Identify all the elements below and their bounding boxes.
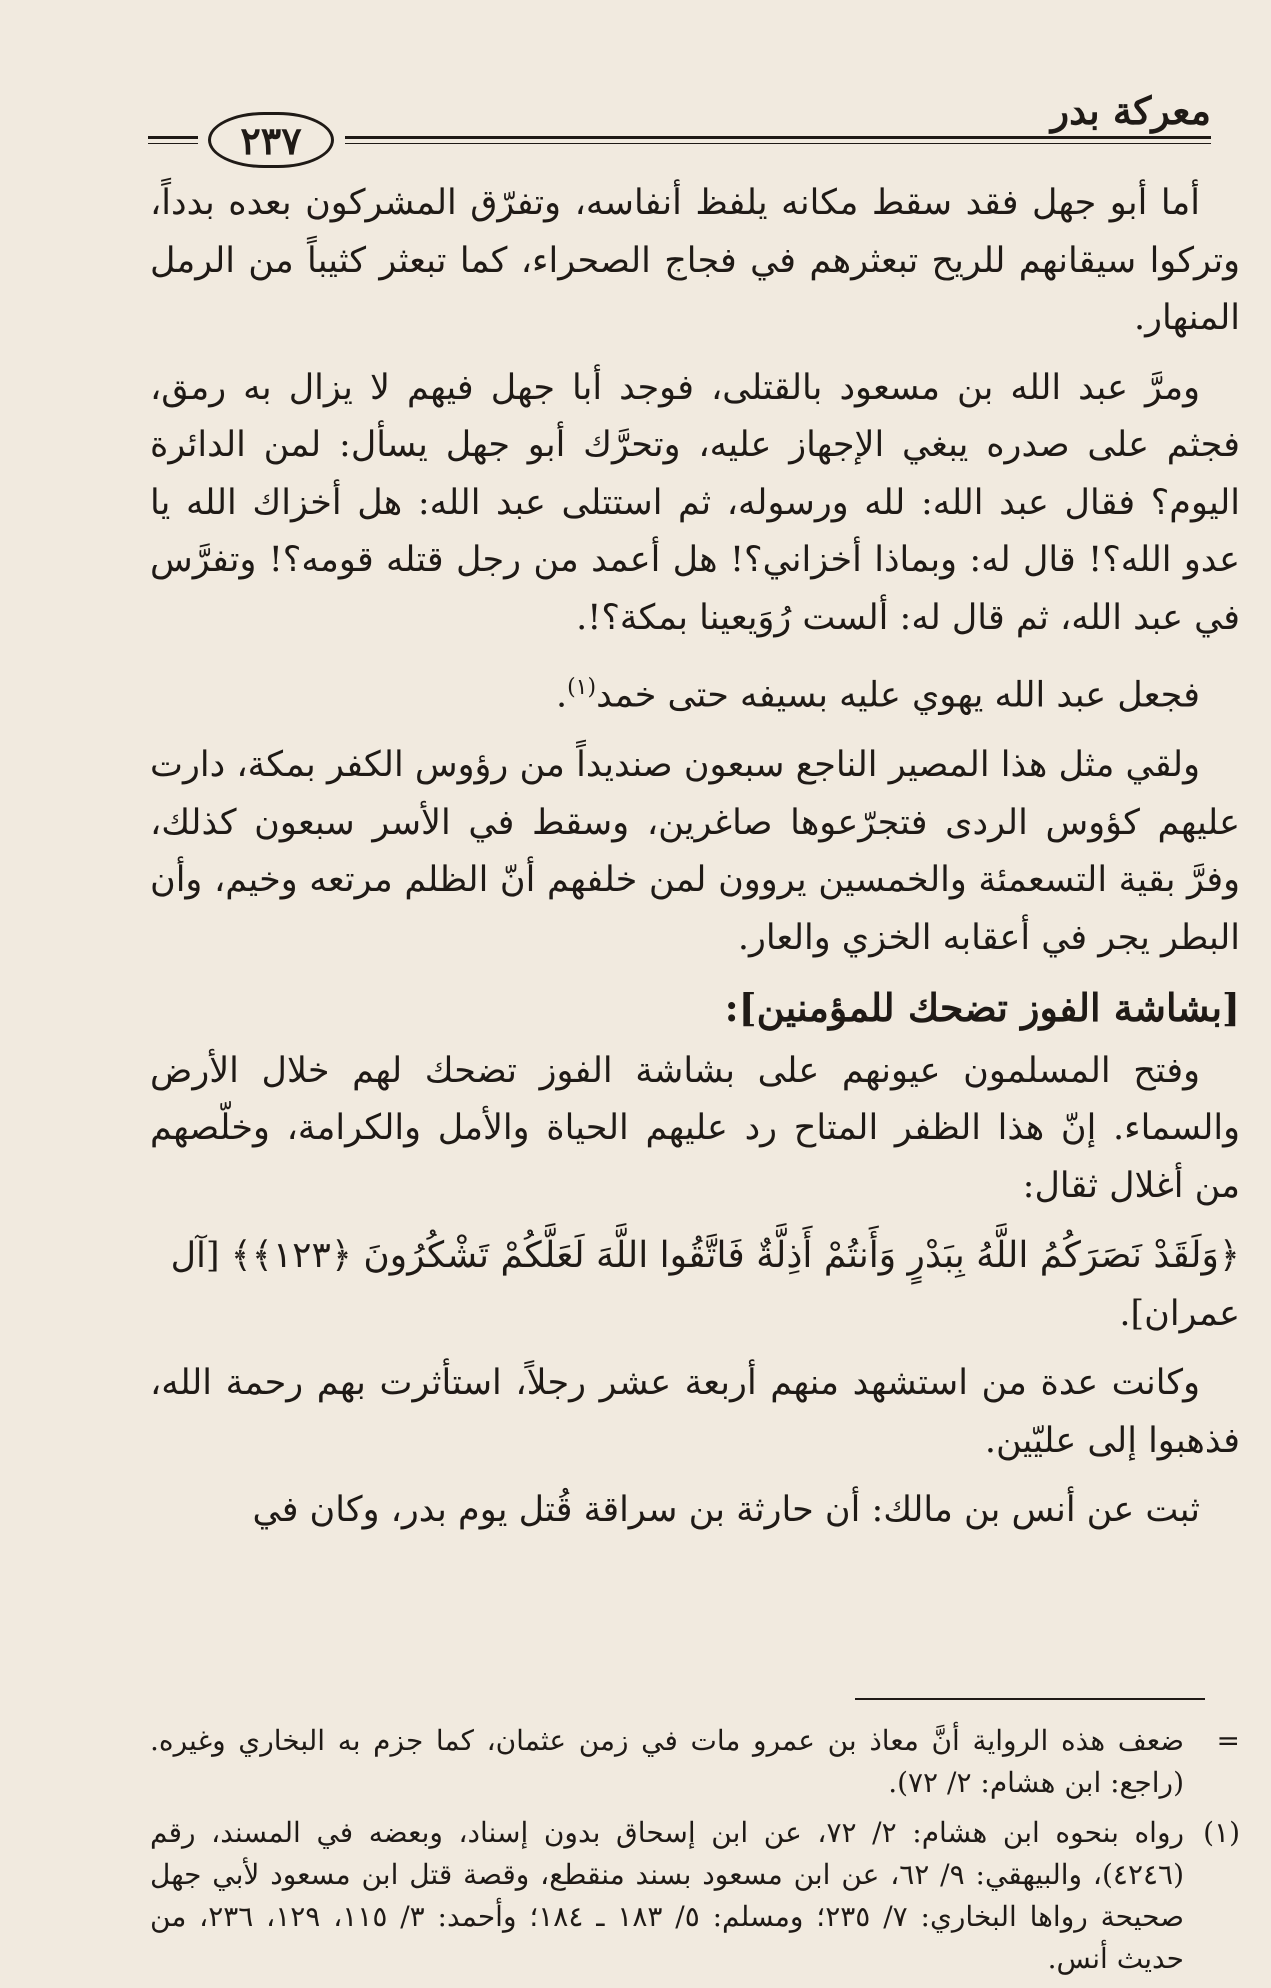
footnote-text: رواه بنحوه ابن هشام: ٢/ ٧٢، عن ابن إسحاق بدون إسناد، وبعضه في المسند، رقم (٤٢٤٦)، والبيهقي: ٩/ ٦٢، عن ابن مسعود بسند منقطع، وقصة قتل ابن مسعود لأبي جهل صحيحة رواها البخاري: ٧/ ٢٣٥؛ ومسلم: ٥/ ١٨٣ ـ ١٨٤؛ وأحمد: ٣/ ١١٥، ١٢٩، ٢٣٦، من حديث أنس. [150,1816,1184,1975]
paragraph: أما أبو جهل فقد سقط مكانه يلفظ أنفاسه، وتفرّق المشركون بعده بدداً، وتركوا سيقانهم للريح تبعثرهم في فجاج الصحراء، كما تبعثر كثيباً من الرمل المنهار. [150,183,1240,338]
footnote-label: = [1216,1724,1240,1757]
header-rule [148,143,198,144]
running-title: معركة بدر [1050,88,1211,133]
main-text [150,175,1240,1552]
verse-reference: [آل عمران]. [170,1236,1240,1334]
footnotes [150,1720,1240,1988]
paragraph: ثبت عن أنس بن مالك: أن حارثة بن سراقة قُتل يوم بدر، وكان في [252,1490,1200,1531]
paragraph [150,659,1240,725]
footnote-divider [855,1698,1205,1700]
footnote-marker: (١) [567,675,597,700]
paragraph-text: فجعل عبد الله يهوي عليه بسيفه حتى خمد [596,675,1200,716]
header-rule [148,136,198,139]
footnote [150,1720,1240,1804]
footnote-label: (١) [1203,1816,1240,1849]
header-rule [345,136,1211,139]
quran-verse [150,1227,1240,1343]
paragraph: ومرَّ عبد الله بن مسعود بالقتلى، فوجد أبا جهل فيهم لا يزال به رمق، فجثم على صدره يبغي الإجهاز عليه، وتحرَّك أبو جهل يسأل: لمن الدائرة اليوم؟ فقال عبد الله: لله ورسوله، ثم استتلى عبد الله: هل أخزاك الله يا عدو الله؟! قال له: وبماذا أخزاني؟! هل أعمد من رجل قتله قومه؟! وتفرَّس في عبد الله، ثم قال له: ألست رُوَيعينا بمكة؟!. [150,367,1240,638]
paragraph-end: . [555,675,568,716]
section-heading: [بشاشة الفوز تضحك للمؤمنين]: [724,985,1240,1031]
paragraph: وكانت عدة من استشهد منهم أربعة عشر رجلاً، استأثرت بهم رحمة الله، فذهبوا إلى عليّين. [150,1363,1240,1461]
paragraph: ولقي مثل هذا المصير الناجع سبعون صنديداً من رؤوس الكفر بمكة، دارت عليهم كؤوس الردى فتجرّعوها صاغرين، وسقط في الأسر سبعون كذلك، وفرَّ بقية التسعمئة والخمسين يروون لمن خلفهم أنّ الظلم مرتعه وخيم، وأن البطر يجر في أعقابه الخزي والعار. [150,745,1240,958]
page-number: ٢٣٧ [208,112,334,168]
header-rule [345,143,1211,144]
footnote-text: ضعف هذه الرواية أنَّ معاذ بن عمرو مات في زمن عثمان، كما جزم به البخاري وغيره. (راجع: ابن هشام: ٢/ ٧٢). [150,1724,1184,1799]
verse-text: ﴿وَلَقَدْ نَصَرَكُمُ اللَّهُ بِبَدْرٍ وَأَنتُمْ أَذِلَّةٌ فَاتَّقُوا اللَّهَ لَعَلَّكُمْ تَشْكُرُونَ ﴿١٢٣﴾﴾ [230,1235,1240,1277]
paragraph: وفتح المسلمون عيونهم على بشاشة الفوز تضحك لهم خلال الأرض والسماء. إنّ هذا الظفر المتاح رد عليهم الحياة والأمل والكرامة، وخلّصهم من أغلال ثقال: [150,1050,1240,1206]
footnote [150,1812,1240,1980]
